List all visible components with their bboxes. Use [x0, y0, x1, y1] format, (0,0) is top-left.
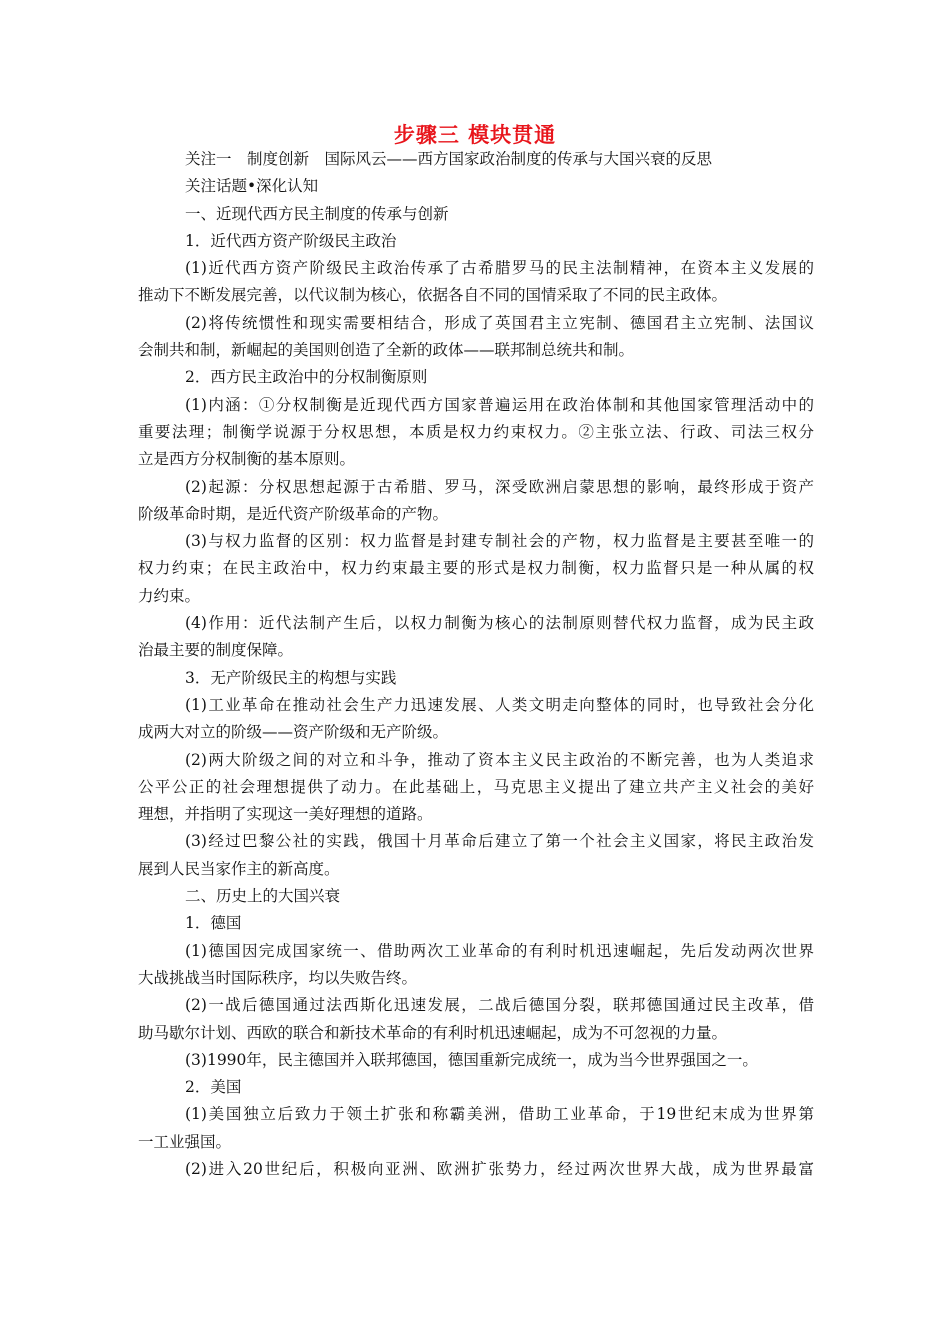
- text-line: (2)两大阶级之间的对立和斗争，推动了资本主义民主政治的不断完善，也为人类追求: [185, 750, 814, 769]
- text-line: 关注一 制度创新 国际风云——西方国家政治制度的传承与大国兴衰的反思: [185, 150, 713, 168]
- text-line: 大战挑战当时国际秩序，均以失败告终。: [138, 968, 418, 987]
- text-line: 成两大对立的阶级——资产阶级和无产阶级。: [138, 723, 449, 742]
- text-line: 一工业强国。: [138, 1132, 232, 1151]
- text-line: 助马歇尔计划、西欧的联合和新技术革命的有利时机迅速崛起，成为不可忽视的力量。: [138, 1023, 728, 1042]
- text-line: 治最主要的制度保障。: [138, 641, 294, 660]
- text-line: (3)经过巴黎公社的实践，俄国十月革命后建立了第一个社会主义国家，将民主政治发: [185, 832, 814, 851]
- text-line: 二、历史上的大国兴衰: [185, 887, 341, 906]
- text-line: 3．无产阶级民主的构想与实践: [185, 668, 397, 687]
- text-line: (1)德国因完成国家统一、借助两次工业革命的有利时机迅速崛起，先后发动两次世界: [185, 941, 814, 960]
- text-line: 权力约束；在民主政治中，权力约束最主要的形式是权力制衡，权力监督只是一种从属的权: [138, 559, 814, 578]
- text-line: 1．德国: [185, 914, 242, 933]
- text-line: (4)作用：近代法制产生后，以权力制衡为核心的法制原则替代权力监督，成为民主政: [185, 614, 814, 633]
- text-line: 立是西方分权制衡的基本原则。: [138, 450, 356, 469]
- text-line: (2)将传统惯性和现实需要相结合，形成了英国君主立宪制、德国君主立宪制、法国议: [185, 313, 814, 332]
- text-line: 2．西方民主政治中的分权制衡原则: [185, 368, 428, 387]
- text-line: (1)内涵：①分权制衡是近现代西方国家普遍运用在政治体制和其他国家管理活动中的: [185, 395, 814, 414]
- text-line: 关注话题•深化认知: [185, 177, 319, 196]
- text-line: (1)美国独立后致力于领土扩张和称霸美洲，借助工业革命，于19世纪末成为世界第: [185, 1105, 814, 1124]
- text-line: (1)工业革命在推动社会生产力迅速发展、人类文明走向整体的同时，也导致社会分化: [185, 695, 814, 714]
- text-line: (1)近代西方资产阶级民主政治传承了古希腊罗马的民主法制精神，在资本主义发展的: [185, 259, 814, 278]
- document-title: 步骤三 模块贯通: [393, 122, 557, 147]
- text-line: (3)1990年，民主德国并入联邦德国，德国重新完成统一，成为当今世界强国之一。: [185, 1050, 758, 1069]
- text-line: 展到人民当家作主的新高度。: [138, 859, 340, 878]
- text-line: (2)进入20世纪后，积极向亚洲、欧洲扩张势力，经过两次世界大战，成为世界最富: [185, 1159, 814, 1178]
- text-line: 重要法理；制衡学说源于分权思想，本质是权力约束权力。②主张立法、行政、司法三权分: [138, 422, 814, 441]
- text-line: 公平公正的社会理想提供了动力。在此基础上，马克思主义提出了建立共产主义社会的美好: [138, 777, 814, 796]
- text-line: (2)起源：分权思想起源于古希腊、罗马，深受欧洲启蒙思想的影响，最终形成于资产: [185, 477, 814, 496]
- text-line: (2)一战后德国通过法西斯化迅速发展，二战后德国分裂，联邦德国通过民主改革，借: [185, 996, 814, 1015]
- text-line: (3)与权力监督的区别：权力监督是封建专制社会的产物，权力监督是主要甚至唯一的: [185, 532, 814, 551]
- text-line: 1．近代西方资产阶级民主政治: [185, 231, 397, 250]
- text-line: 力约束。: [138, 586, 201, 605]
- text-line: 理想，并指明了实现这一美好理想的道路。: [138, 805, 433, 824]
- text-line: 会制共和制，新崛起的美国则创造了全新的政体——联邦制总统共和制。: [138, 341, 635, 360]
- text-line: 一、近现代西方民主制度的传承与创新: [185, 204, 449, 223]
- document-body: [138, 146, 814, 1183]
- text-line: 推动下不断发展完善，以代议制为核心，依据各自不同的国情采取了不同的民主政体。: [138, 286, 728, 305]
- text-line: 阶级革命时期，是近代资产阶级革命的产物。: [138, 504, 449, 523]
- text-line: 2．美国: [185, 1078, 242, 1097]
